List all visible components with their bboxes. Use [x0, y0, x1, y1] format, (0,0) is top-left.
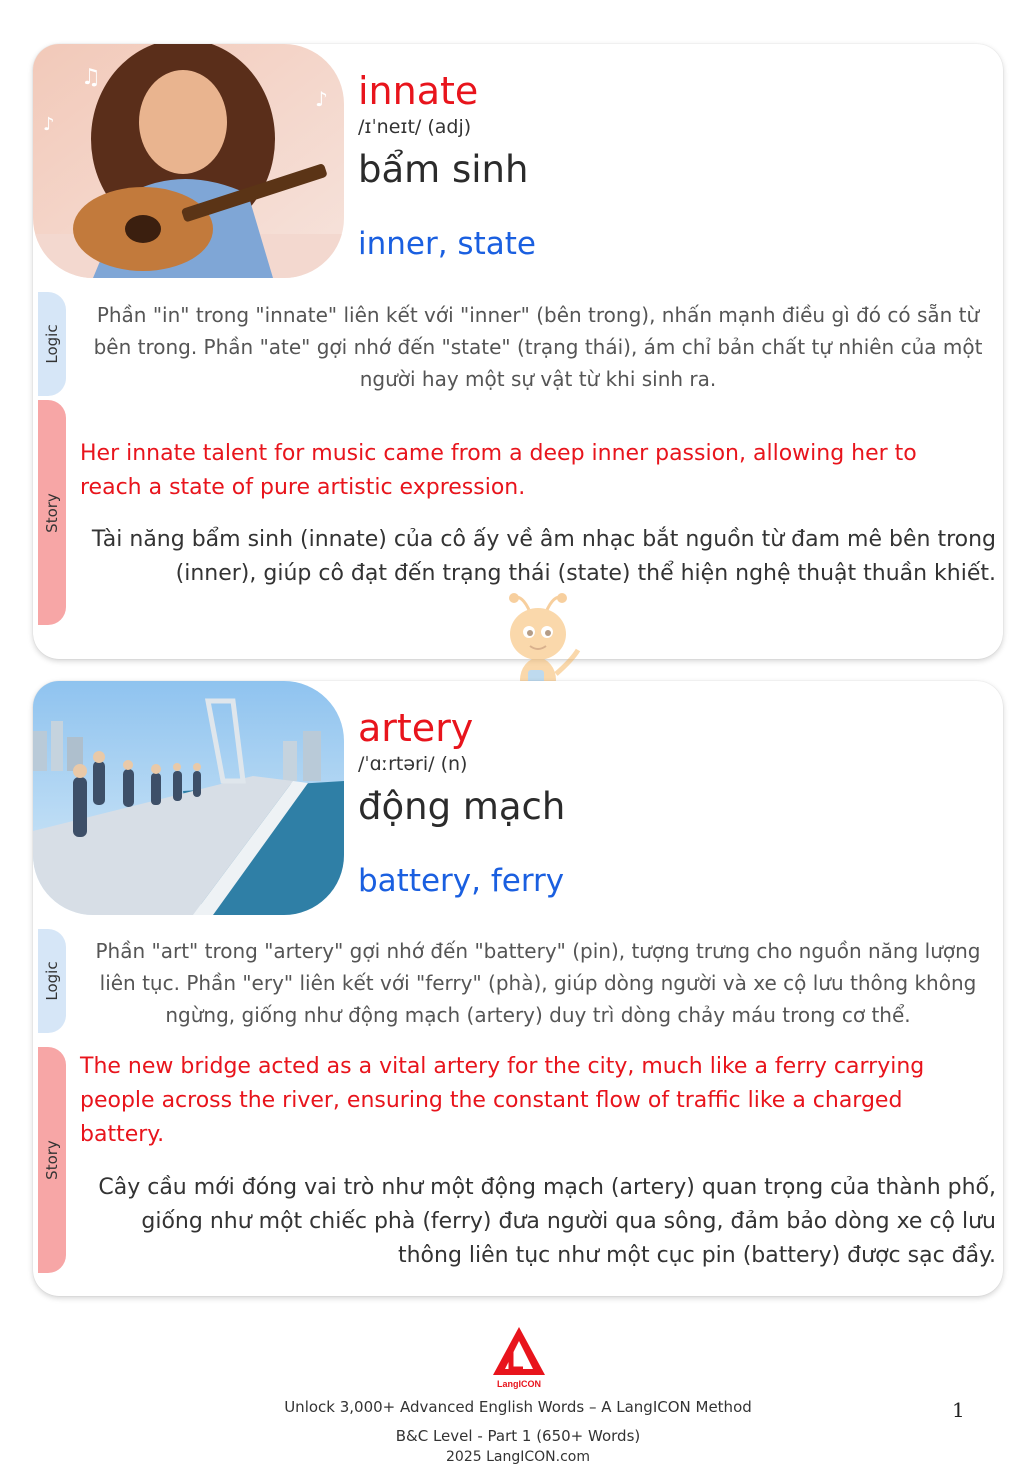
footer-line-title: Unlock 3,000+ Advanced English Words – A LangICON Method: [284, 1398, 752, 1416]
page-number: 1: [952, 1398, 965, 1422]
footer-line-level: B&C Level - Part 1 (650+ Words): [395, 1427, 641, 1445]
word-card-artery: [33, 681, 1003, 1296]
langicon-logo: [487, 1325, 551, 1389]
logic-tab-label: Logic: [43, 324, 61, 364]
footer-line-site: 2025 LangICON.com: [446, 1449, 590, 1465]
guitar-girl-illustration: [33, 44, 344, 278]
hint-words: inner, state: [358, 226, 536, 262]
meaning: động mạch: [358, 785, 566, 828]
story-vietnamese: Tài năng bẩm sinh (innate) của cô ấy về âm nhạc bắt nguồn từ đam mê bên trong (inner), giúp cô đạt đến trạng thái (state) thể hiện nghệ thuật thuần khiết.: [91, 527, 996, 586]
meaning: bẩm sinh: [358, 148, 529, 191]
svg-text:LangICON: LangICON: [497, 1379, 541, 1389]
logic-tab: [38, 292, 66, 396]
svg-text:♪: ♪: [315, 87, 328, 111]
logic-text: Phần "in" trong "innate" liên kết với "inner" (bên trong), nhấn mạnh điều gì đó có sẵn từ bên trong. Phần "ate" gợi nhớ đến "state" (trạng thái), ám chỉ bản chất tự nhiên của một người hay một sự vật từ khi sinh ra.: [93, 303, 983, 391]
story-tab: [38, 1047, 66, 1273]
story-tab-label: Story: [43, 1140, 61, 1180]
word-card-innate: [33, 44, 1003, 659]
story-tab-label: Story: [43, 492, 61, 533]
logic-tab: [38, 929, 66, 1033]
story-english: Her innate talent for music came from a deep inner passion, allowing her to reach a state of pure artistic expression.: [80, 441, 917, 500]
hint-words: battery, ferry: [358, 863, 565, 899]
story-vietnamese: Cây cầu mới đóng vai trò như một động mạch (artery) quan trọng của thành phố, giống như một chiếc phà (ferry) đưa người qua sông, đảm bảo dòng xe cộ lưu thông liên tục như một cục pin (battery) được sạc đầy.: [98, 1175, 996, 1268]
story-tab: [38, 400, 66, 625]
word-title: artery: [358, 706, 474, 750]
phonetic: /ˈɑːrtəri/ (n): [358, 753, 468, 775]
story-english: The new bridge acted as a vital artery for the city, much like a ferry carrying people across the river, ensuring the constant flow of traffic like a charged battery.: [80, 1054, 925, 1147]
svg-text:♫: ♫: [81, 65, 101, 90]
word-title: innate: [358, 69, 479, 113]
logic-text: Phần "art" trong "artery" gợi nhớ đến "battery" (pin), tượng trưng cho nguồn năng lượng liên tục. Phần "ery" liên kết với "ferry" (phà), giúp dòng người và xe cộ lưu thông không ngừng, giống như động mạch (artery) duy trì dòng chảy máu trong cơ thể.: [95, 939, 981, 1027]
bridge-crowd-illustration: [33, 681, 344, 915]
phonetic: /ɪˈneɪt/ (adj): [358, 116, 472, 138]
svg-text:♪: ♪: [43, 114, 55, 135]
logic-tab-label: Logic: [43, 961, 61, 1001]
